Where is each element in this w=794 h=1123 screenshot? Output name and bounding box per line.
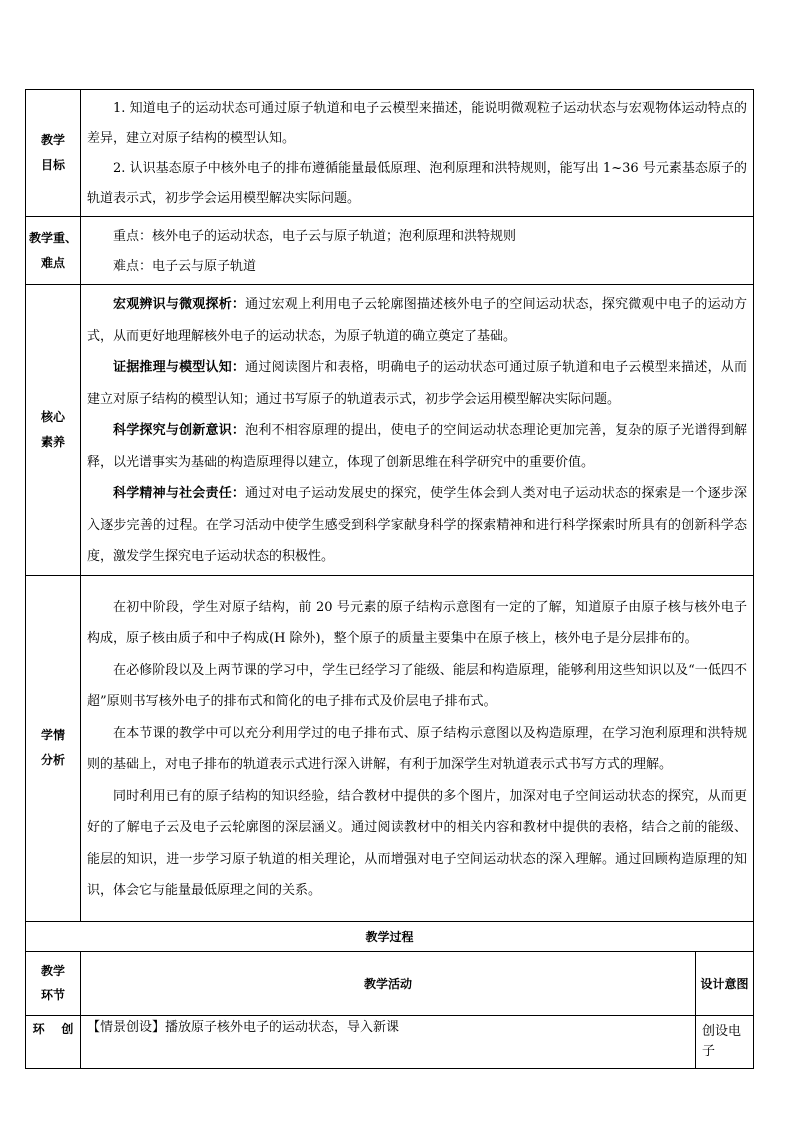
key-point: 重点：核外电子的运动状态，电子云与原子轨道；泡利原理和洪特规则	[113, 228, 517, 244]
activity-column-header: 教学活动	[81, 951, 696, 1015]
activity-cell: 【情景创设】播放原子核外电子的运动状态，导入新课	[81, 1015, 696, 1068]
process-title-row	[26, 921, 754, 951]
key-points-row	[26, 217, 754, 285]
objective-item-2: 2. 认识基态原子中核外电子的排布遵循能量最低原理、泡利原理和洪特规则，能写出 1~36 号元素基态原子的轨道表示式，初步学会运用模型解决实际问题。	[87, 161, 748, 206]
process-header-row	[26, 951, 754, 1015]
literacy-label: 核心 素养	[26, 285, 81, 576]
process-row	[26, 1015, 754, 1068]
analysis-item-1: 在初中阶段，学生对原子结构，前 20 号元素的原子结构示意图有一定的了解，知道原子由原子核与核外电子构成，原子核由质子和中子构成(H 除外)，整个原子的质量主要集中在原子核上，核外电子是分层排布的。	[87, 599, 748, 646]
literacy-item: 宏观辨识与微观探析：通过宏观上利用电子云轮廓图描述核外电子的空间运动状态，探究微观中电子的运动方式，从而更好地理解核外电子的运动状态，为原子轨道的确立奠定了基础。	[87, 297, 748, 344]
process-title: 教学过程	[26, 921, 754, 951]
literacy-content	[81, 285, 754, 576]
intent-column-header: 设计意图	[696, 951, 754, 1015]
analysis-item-4: 同时利用已有的原子结构的知识经验，结合教材中提供的多个图片，加深对电子空间运动状态的探究，从而更好的了解电子云及电子云轮廓图的深层涵义。通过阅读教材中的相关内容和教材中提供的表格，结合之前的能级、能层的知识，进一步学习原子轨道的相关理论，从而增强对电子空间运动状态的深入理解。通过回顾构造原理的知识，体会它与能量最低原理之间的关系。	[87, 788, 748, 898]
literacy-row	[26, 285, 754, 576]
objectives-label: 教学 目标	[26, 90, 81, 217]
objectives-content	[81, 90, 754, 217]
analysis-item-3: 在本节课的教学中可以充分利用学过的电子排布式、原子结构示意图以及构造原理，在学习泡利原理和洪特规则的基础上，对电子排布的轨道表示式进行深入讲解，有利于加深学生对轨道表示式书写方式的理解。	[87, 725, 748, 772]
literacy-item: 证据推理与模型认知：通过阅读图片和表格，明确电子的运动状态可通过原子轨道和电子云模型来描述，从而建立对原子结构的模型认知；通过书写原子的轨道表示式，初步学会运用模型解决实际问题。	[87, 360, 748, 407]
literacy-item: 科学精神与社会责任：通过对电子运动发展史的探究，使学生体会到人类对电子运动状态的探索是一个逐步深入逐步完善的过程。在学习活动中使学生感受到科学家献身科学的探索精神和进行科学探索时所具有的创新科学态度，激发学生探究电子运动状态的积极性。	[87, 486, 748, 564]
difficult-point: 难点：电子云与原子轨道	[113, 258, 257, 274]
stage-column-header: 教学 环节	[26, 951, 81, 1015]
lesson-plan-table	[25, 89, 754, 1069]
analysis-label: 学情 分析	[26, 575, 81, 921]
objectives-row	[26, 90, 754, 217]
key-points-label: 教学重、 难点	[26, 217, 81, 285]
analysis-item-2: 在必修阶段以及上两节课的学习中，学生已经学习了能级、能层和构造原理，能够利用这些知识以及“一低四不超”原则书写核外电子的排布式和简化的电子排布式及价层电子排布式。	[87, 662, 748, 709]
stage-cell: 环 创	[26, 1015, 81, 1068]
objective-item-1: 1. 知道电子的运动状态可通过原子轨道和电子云模型来描述，能说明微观粒子运动状态与宏观物体运动特点的差异，建立对原子结构的模型认知。	[87, 101, 748, 146]
literacy-item: 科学探究与创新意识：泡利不相容原理的提出，使电子的空间运动状态理论更加完善，复杂的原子光谱得到解释，以光谱事实为基础的构造原理得以建立，体现了创新思维在科学研究中的重要价值。	[87, 423, 748, 470]
analysis-content	[81, 575, 754, 921]
intent-cell: 创设电子	[696, 1015, 754, 1068]
key-points-content	[81, 217, 754, 285]
analysis-row	[26, 575, 754, 921]
